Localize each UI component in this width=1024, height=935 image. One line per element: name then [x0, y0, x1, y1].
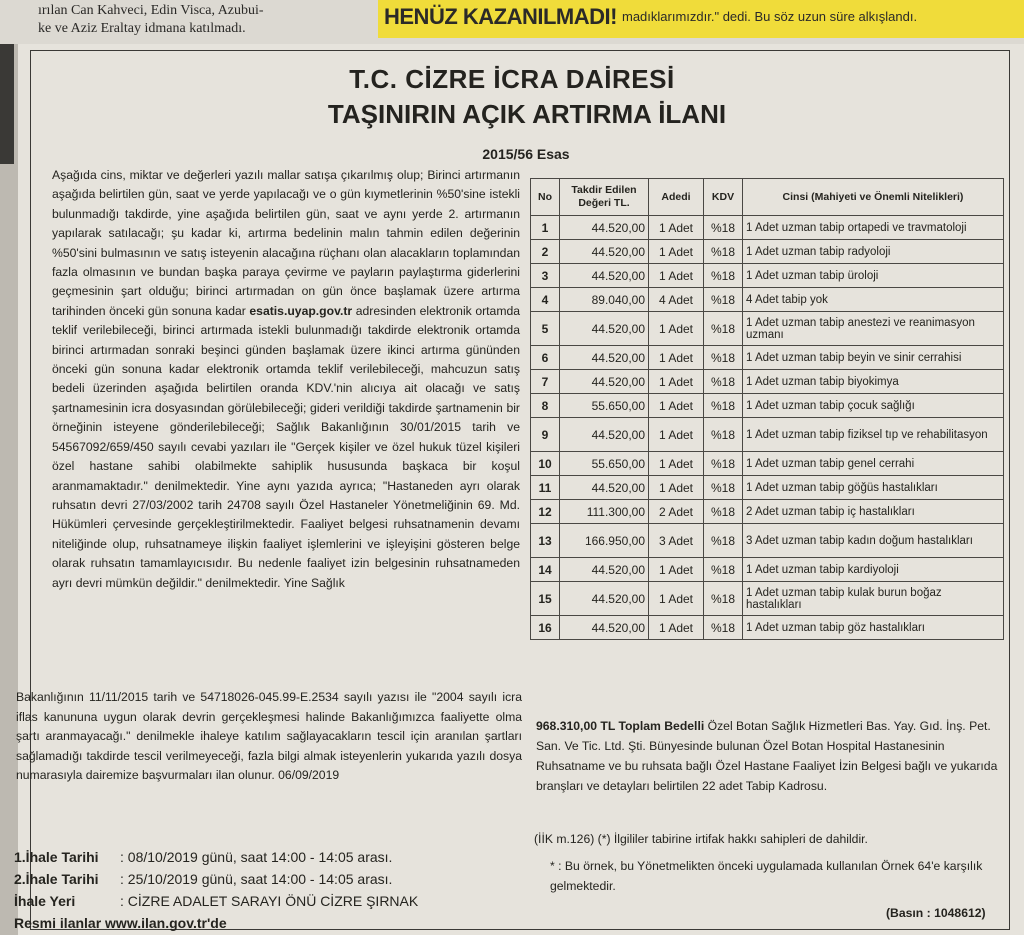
press-number: (Basın : 1048612): [886, 906, 986, 920]
table-row: [531, 394, 1004, 418]
cell-desc: 1 Adet uzman tabip çocuk sağlığı: [743, 394, 1004, 418]
table-row: [531, 524, 1004, 558]
cell-kdv: %18: [704, 346, 743, 370]
cell-kdv: %18: [704, 452, 743, 476]
cell-qty: 1 Adet: [649, 312, 704, 346]
table-row: [531, 418, 1004, 452]
cell-kdv: %18: [704, 616, 743, 640]
auction-label: 2.İhale Tarihi: [14, 871, 99, 887]
cell-no: 1: [531, 216, 560, 240]
auction-value: : 08/10/2019 günü, saat 14:00 - 14:05 arası.: [120, 849, 393, 865]
cell-qty: 1 Adet: [649, 452, 704, 476]
cell-kdv: %18: [704, 312, 743, 346]
snippet-line: ırılan Can Kahveci, Edin Visca, Azubui-: [38, 3, 264, 18]
cell-desc: 2 Adet uzman tabip iç hastalıkları: [743, 500, 1004, 524]
cell-no: 8: [531, 394, 560, 418]
table-row: [531, 312, 1004, 346]
cell-value: 44.520,00: [560, 240, 649, 264]
table-row: [531, 582, 1004, 616]
cell-desc: 1 Adet uzman tabip beyin ve sinir cerrahisi: [743, 346, 1004, 370]
cell-kdv: %18: [704, 240, 743, 264]
cell-no: 4: [531, 288, 560, 312]
cell-qty: 1 Adet: [649, 394, 704, 418]
table-row: [531, 216, 1004, 240]
cell-desc: 1 Adet uzman tabip ortapedi ve travmatoloji: [743, 216, 1004, 240]
table-row: [531, 370, 1004, 394]
cell-qty: 3 Adet: [649, 524, 704, 558]
cell-qty: 4 Adet: [649, 288, 704, 312]
cell-value: 44.520,00: [560, 264, 649, 288]
cell-no: 2: [531, 240, 560, 264]
auction-row: [14, 846, 418, 868]
cell-kdv: %18: [704, 500, 743, 524]
cell-value: 44.520,00: [560, 418, 649, 452]
cell-kdv: %18: [704, 524, 743, 558]
cell-kdv: %18: [704, 418, 743, 452]
table-row: [531, 452, 1004, 476]
cell-kdv: %18: [704, 476, 743, 500]
cell-qty: 1 Adet: [649, 558, 704, 582]
cell-value: 55.650,00: [560, 394, 649, 418]
cell-desc: 1 Adet uzman tabip radyoloji: [743, 240, 1004, 264]
notice-title-auction: TAŞINIRIN AÇIK ARTIRMA İLANI: [327, 99, 727, 129]
cell-desc: 1 Adet uzman tabip anestezi ve reanimasyon uzmanı: [743, 312, 1004, 346]
table-row: [531, 288, 1004, 312]
cell-value: 44.520,00: [560, 582, 649, 616]
cell-desc: 1 Adet uzman tabip göğüs hastalıkları: [743, 476, 1004, 500]
cell-value: 44.520,00: [560, 216, 649, 240]
footer-website: Resmi ilanlar www.ilan.gov.tr'de: [14, 915, 227, 931]
cell-no: 6: [531, 346, 560, 370]
table-row: [531, 476, 1004, 500]
cell-no: 12: [531, 500, 560, 524]
cell-qty: 1 Adet: [649, 616, 704, 640]
cell-qty: 1 Adet: [649, 264, 704, 288]
table-header-row: [531, 179, 1004, 216]
table-row: [531, 346, 1004, 370]
cell-qty: 1 Adet: [649, 582, 704, 616]
body-paragraph-1: Aşağıda cins, miktar ve değerleri yazılı mallar satışa çıkarılmış olup; Birinci artırmanın aşağıda belirtilen gün, saat ve yerde yapılacağı ve o gün kıymetlerinin %50'sine istekli bulunmadığı takdirde, yine aşağıda belirtilen gün, saat ve aynı yerde 2. artırmanın yapılarak satılacağı; şu kadar ki, artırma bedelinin malın tahmin edilen değerinin %50'sini bulmasının ve satış isteyenin alacağına rüçhanı olan alacakların toplamından fazla olmasının ve bundan başka paraya çevirme ve payların paylaştırma giderlerini geçmesinin şart olduğu; birinci artırmadan on gün önce başlamak üzere artırma tarihinden önceki gün sonuna kadar: [52, 168, 520, 318]
note-iik: (İİK m.126) (*) İlgililer tabirine irtifak hakkı sahipleri de dahildir.: [534, 832, 868, 846]
items-table: [530, 178, 1004, 640]
cell-desc: 1 Adet uzman tabip göz hastalıkları: [743, 616, 1004, 640]
header-value: Takdir Edilen Değeri TL.: [560, 179, 649, 216]
headline-banner: [378, 0, 1024, 38]
notice-body-continued: Bakanlığının 11/11/2015 tarih ve 54718026-045.99-E.2534 sayılı yazısı ile "2004 sayılı icra iflas kanununa uygun olarak devrin gerçekleşmesi halinde Bakanlığımızca faaliyette olma şartı aranmayacağı." denilmekle ihaleye katılım sağlayacakların tescil için aranılan şartları sağlamadığı takdirde tescil verilmeyeceği, fazla bilgi almak isteyenlerin yukarıda yazılı dosya numarasıyla dairemize başvurmaları ilan olunur. 06/09/2019: [16, 690, 522, 782]
table-row: [531, 558, 1004, 582]
notice-title-office: T.C. CİZRE İCRA DAİRESİ: [349, 64, 675, 94]
banner-headline: HENÜZ KAZANILMADI!: [384, 4, 617, 29]
header-desc: Cinsi (Mahiyeti ve Önemli Nitelikleri): [743, 179, 1004, 216]
table-row: [531, 616, 1004, 640]
summary-description: Özel Botan Sağlık Hizmetleri Bas. Yay. Gıd. İnş. Pet. San. Ve Tic. Ltd. Şti. Bünyesinde bulunan Özel Botan Hospital Hastanesinin Ruhsatname ve bu ruhsata bağlı Özel Hastane Faaliyet İzin Belgesi bağlı ve yukarıda branşları ve detayları belirtilen 22 adet Tabip Kadrosu.: [536, 719, 998, 793]
auction-value: : 25/10/2019 günü, saat 14:00 - 14:05 arası.: [120, 871, 393, 887]
banner-quote: madıklarımızdır." dedi. Bu söz uzun süre alkışlandı.: [622, 9, 918, 24]
top-left-article-snippet: [38, 2, 338, 38]
cell-kdv: %18: [704, 370, 743, 394]
cell-no: 11: [531, 476, 560, 500]
cell-no: 16: [531, 616, 560, 640]
cell-qty: 1 Adet: [649, 240, 704, 264]
cell-kdv: %18: [704, 264, 743, 288]
cell-desc: 3 Adet uzman tabip kadın doğum hastalıkları: [743, 524, 1004, 558]
cell-desc: 1 Adet uzman tabip kardiyoloji: [743, 558, 1004, 582]
summary-text: [536, 716, 1012, 796]
cell-value: 89.040,00: [560, 288, 649, 312]
cell-desc: 1 Adet uzman tabip genel cerrahi: [743, 452, 1004, 476]
auction-label: İhale Yeri: [14, 893, 76, 909]
cell-desc: 4 Adet tabip yok: [743, 288, 1004, 312]
auction-row: [14, 890, 418, 912]
cell-kdv: %18: [704, 216, 743, 240]
cell-value: 44.520,00: [560, 558, 649, 582]
note-form: * : Bu örnek, bu Yönetmelikten önceki uygulamada kullanılan Örnek 64'e karşılık gelmektedir.: [550, 859, 983, 893]
cell-no: 7: [531, 370, 560, 394]
cell-no: 9: [531, 418, 560, 452]
cell-value: 44.520,00: [560, 616, 649, 640]
cell-qty: 1 Adet: [649, 418, 704, 452]
cell-no: 3: [531, 264, 560, 288]
cell-kdv: %18: [704, 288, 743, 312]
header-no: No: [531, 179, 560, 216]
snippet-line: ke ve Aziz Eraltay idmana katılmadı.: [38, 21, 246, 36]
header-kdv: KDV: [704, 179, 743, 216]
cell-kdv: %18: [704, 558, 743, 582]
cell-qty: 2 Adet: [649, 500, 704, 524]
cell-value: 44.520,00: [560, 370, 649, 394]
notice-body-text: [52, 166, 520, 593]
cell-value: 44.520,00: [560, 312, 649, 346]
cell-qty: 1 Adet: [649, 370, 704, 394]
cell-value: 44.520,00: [560, 476, 649, 500]
body-paragraph-2: adresinden elektronik ortamda teklif verilebileceği, birinci artırmada istekli bulunmadığı takdirde elektronik ortamda birinci artırmadan sonraki beşinci günden başlamak üzere ikinci artırma gününden önceki gün sonuna kadar elektronik ortamda teklif verilebileceği, mahcuzun satış bedeli üzerinden aşağıda belirtilen oranda KDV.'nin alıcıya ait olacağı ve satış şartnamesinin icra dosyasından görülebileceği; gideri verildiği takdirde şartnamenin bir örneğinin isteyene gönderilebileceği; Sağlık Bakanlığının 30/01/2015 tarih ve 54567092/659/450 sayılı cevabi yazıları ile "Gerçek kişiler ve özel hukuk tüzel kişileri özel hastane sahibi olabilmekte sahiplik hususunda başkaca bir koşul aranmamaktadır." denilmektedir. Yine aynı yazıda ayrıca; "Hastaneden ayrı olarak ruhsatın devri 27/03/2002 tarih 24708 sayılı Özel Hastaneler Yönetmeliğinin 69. Md. Hükümleri çervesinde gerçekleştirilmektedir. Faaliyet belgesi ruhsatnamenin devamı niteliğinde olup, ruhsatnameye ilişkin faaliyet işlemlerini ve işleyişini gösteren belge olarak ruhsatın tamamlayıcısıdır. Bu nedenle faaliyet izin belgesinin ruhsatnameden ayrı devri mümkün değildir." denilmektedir. Yine Sağlık: [52, 303, 521, 590]
cell-qty: 1 Adet: [649, 476, 704, 500]
cell-kdv: %18: [704, 582, 743, 616]
cell-no: 10: [531, 452, 560, 476]
cell-no: 15: [531, 582, 560, 616]
cell-value: 111.300,00: [560, 500, 649, 524]
cell-desc: 1 Adet uzman tabip kulak burun boğaz hastalıkları: [743, 582, 1004, 616]
table-row: [531, 500, 1004, 524]
cell-kdv: %18: [704, 394, 743, 418]
cell-no: 14: [531, 558, 560, 582]
case-number: 2015/56 Esas: [482, 146, 570, 162]
auction-row: [14, 868, 418, 890]
cell-qty: 1 Adet: [649, 346, 704, 370]
cell-value: 55.650,00: [560, 452, 649, 476]
esatis-link: esatis.uyap.gov.tr: [249, 303, 353, 318]
cell-desc: 1 Adet uzman tabip üroloji: [743, 264, 1004, 288]
cell-value: 166.950,00: [560, 524, 649, 558]
cell-no: 5: [531, 312, 560, 346]
table-row: [531, 240, 1004, 264]
cell-no: 13: [531, 524, 560, 558]
auction-label: 1.İhale Tarihi: [14, 849, 99, 865]
auction-info: [14, 846, 418, 912]
cell-qty: 1 Adet: [649, 216, 704, 240]
cell-value: 44.520,00: [560, 346, 649, 370]
table-row: [531, 264, 1004, 288]
cell-desc: 1 Adet uzman tabip fiziksel tıp ve rehabilitasyon: [743, 418, 1004, 452]
auction-value: : CİZRE ADALET SARAYI ÖNÜ CİZRE ŞIRNAK: [120, 893, 419, 909]
cell-desc: 1 Adet uzman tabip biyokimya: [743, 370, 1004, 394]
header-qty: Adedi: [649, 179, 704, 216]
total-amount: 968.310,00 TL Toplam Bedelli: [536, 719, 705, 733]
